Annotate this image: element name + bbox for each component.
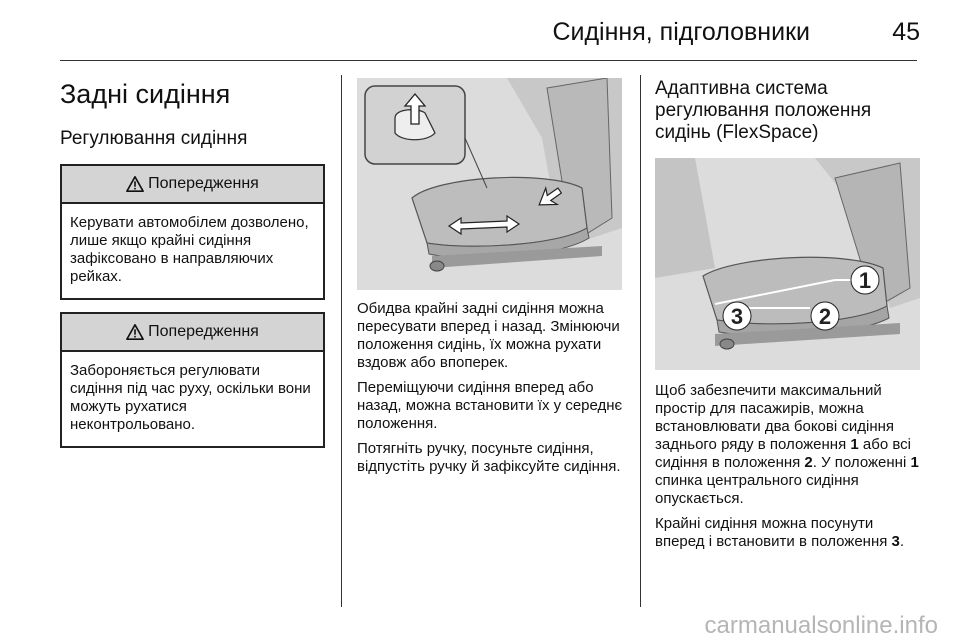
column-divider-left bbox=[341, 75, 342, 607]
position-ref-1: 1 bbox=[850, 436, 859, 453]
position-ref-2: 2 bbox=[804, 454, 813, 471]
figure-label-3: 3 bbox=[730, 304, 744, 329]
body-paragraph bbox=[655, 382, 920, 508]
header-title: Сидіння, підголовники bbox=[552, 18, 810, 46]
column-1 bbox=[60, 78, 325, 460]
warning-box bbox=[60, 164, 325, 300]
seat-adjustment-illustration bbox=[357, 78, 622, 290]
warning-title: Попередження bbox=[148, 175, 259, 192]
warning-title: Попередження bbox=[148, 323, 259, 340]
page-number: 45 bbox=[892, 18, 920, 46]
warning-triangle-icon bbox=[126, 323, 144, 341]
section-title: Задні сидіння bbox=[60, 79, 231, 109]
body-paragraph bbox=[655, 515, 920, 551]
body-paragraph: Обидва крайні задні сидіння можна пересувати вперед і назад. Змінюючи положення сидінь, їх можна рухати вздовж або впоперек. bbox=[357, 300, 620, 371]
position-ref-3: 3 bbox=[891, 533, 900, 550]
sub-title: Регулювання сидіння bbox=[60, 128, 248, 149]
warning-text: Керувати автомобілем дозволено, лише якщо крайні сидіння зафіксовано в направляючих рейках. bbox=[70, 214, 309, 285]
column-3 bbox=[655, 78, 920, 558]
text-run: спинка центрального сидіння опускається. bbox=[655, 472, 859, 507]
watermark-url: carmanualsonline.info bbox=[704, 612, 938, 639]
text-run: . bbox=[899, 533, 905, 550]
text-run: або всі сидіння в положення bbox=[655, 436, 911, 471]
body-paragraph: Переміщуючи сидіння вперед або назад, можна встановити їх у середнє положення. bbox=[357, 379, 623, 432]
warning-box bbox=[60, 312, 325, 448]
position-ref-1: 1 bbox=[910, 454, 919, 471]
warning-header bbox=[62, 166, 323, 204]
section-title-flexspace: Адаптивна система регулювання положення сидінь (FlexSpace) bbox=[655, 78, 872, 143]
warning-triangle-icon bbox=[126, 175, 144, 193]
column-divider-right bbox=[640, 75, 641, 607]
figure-label-2: 2 bbox=[818, 304, 832, 329]
column-2 bbox=[357, 78, 627, 483]
flexspace-seat-illustration bbox=[655, 158, 920, 370]
warning-text: Забороняється регулювати сидіння під час руху, оскільки вони можуть рухатися неконтрольовано. bbox=[70, 362, 311, 433]
text-run: Щоб забезпечити максимальний простір для пасажирів, можна встановлювати два бокові сидіння заднього ряду в положення bbox=[655, 382, 895, 453]
header-rule bbox=[60, 60, 917, 61]
text-run: . У положенні bbox=[812, 454, 911, 471]
text-run: Крайні сидіння можна посунути вперед і встановити в положення bbox=[655, 515, 892, 550]
warning-header bbox=[62, 314, 323, 352]
figure-label-1: 1 bbox=[858, 268, 872, 293]
body-paragraph: Потягніть ручку, посуньте сидіння, відпустіть ручку й зафіксуйте сидіння. bbox=[357, 440, 621, 475]
